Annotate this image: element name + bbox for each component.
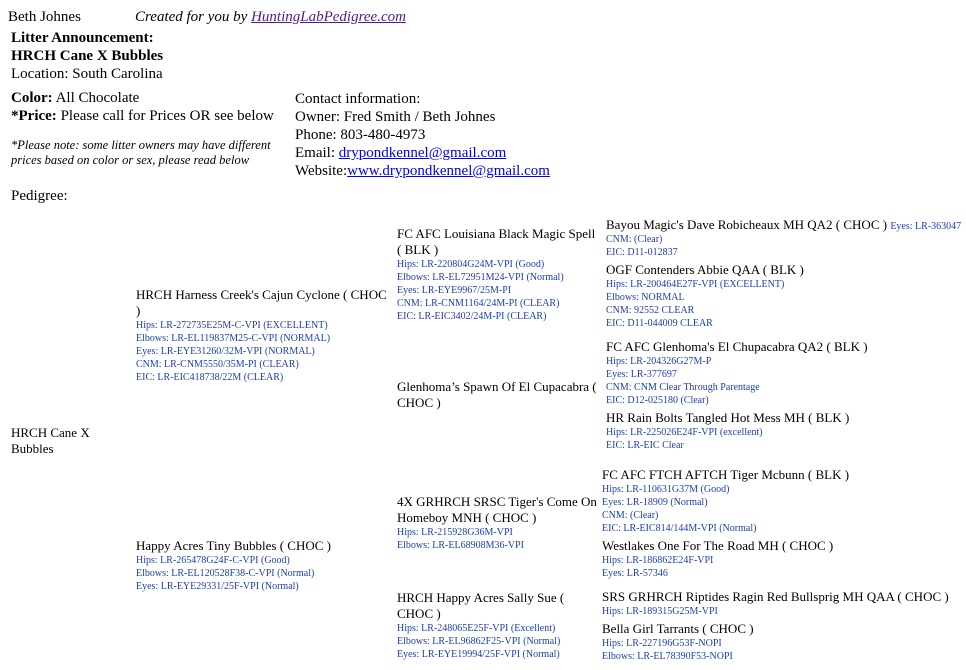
ssd-block <box>606 262 961 330</box>
price-label: *Price: <box>11 108 57 124</box>
detail-line: Hips: LR-227196G53F-NOPI <box>602 638 722 649</box>
color-label: Color: <box>11 90 53 106</box>
detail-line: CNM: CNM Clear Through Parentage <box>606 382 760 393</box>
detail-line: Eyes: LR-377697 <box>606 369 677 380</box>
litter-announcement: Litter Announcement: <box>11 30 154 46</box>
dss-name: FC AFC FTCH AFTCH Tiger Mcbunn ( BLK ) <box>602 467 850 482</box>
dss-details <box>602 483 962 535</box>
dds-details <box>602 605 964 618</box>
owner-name: Beth Johnes <box>8 9 81 25</box>
dam-dam-name: HRCH Happy Acres Sally Sue ( CHOC ) <box>397 590 565 621</box>
sss-block <box>606 217 966 259</box>
ssd-name: OGF Contenders Abbie QAA ( BLK ) <box>606 262 804 277</box>
sdd-name: HR Rain Bolts Tangled Hot Mess MH ( BLK ) <box>606 410 850 425</box>
detail-line: CNM: LR-CNM1164/24M-PI (CLEAR) <box>397 298 560 309</box>
detail-line: Elbows: LR-EL78390F53-NOPI <box>602 651 733 662</box>
detail-line: EIC: LR-EIC3402/24M-PI (CLEAR) <box>397 311 547 322</box>
detail-line: Elbows: LR-EL119837M25-C-VPI (NORMAL) <box>136 333 331 344</box>
website-label: Website: <box>295 163 348 179</box>
contact-phone: Phone: 803-480-4973 <box>295 127 426 143</box>
detail-line: CNM: (Clear) <box>606 234 663 245</box>
sdd-block <box>606 410 961 452</box>
detail-line: EIC: D11-012837 <box>606 247 678 258</box>
dam-sire-details <box>397 526 600 552</box>
sire-dam-block <box>397 379 600 411</box>
dam-name: Happy Acres Tiny Bubbles ( CHOC ) <box>136 538 332 553</box>
litter-title: HRCH Cane X Bubbles <box>11 48 164 64</box>
pedigree-label: Pedigree: <box>11 188 68 204</box>
detail-line: Elbows: LR-EL96862F25-VPI (Normal) <box>397 636 561 647</box>
ddd-block <box>602 621 962 663</box>
sss-name-line <box>606 217 966 233</box>
detail-line: Eyes: LR-18909 (Normal) <box>602 497 708 508</box>
contact-website <box>295 162 550 180</box>
litter-price <box>11 107 274 125</box>
ddd-details <box>602 637 962 663</box>
detail-line: Hips: LR-189315G25M-VPI <box>602 606 718 617</box>
detail-line: CNM: LR-CNM5550/35M-PI (CLEAR) <box>136 359 299 370</box>
created-prefix: Created for you by <box>135 9 248 25</box>
detail-line: Elbows: LR-EL120528F38-C-VPI (Normal) <box>136 568 315 579</box>
litter-color <box>11 89 139 107</box>
detail-line: Eyes: LR-EYE19994/25F-VPI (Normal) <box>397 649 560 660</box>
sire-sire-name: FC AFC Louisiana Black Magic Spell ( BLK ) <box>397 226 596 257</box>
sss-details <box>606 233 966 259</box>
sire-sire-block <box>397 226 600 323</box>
dsd-name: Westlakes One For The Road MH ( CHOC ) <box>602 538 834 553</box>
detail-line: Hips: LR-110631G37M (Good) <box>602 484 730 495</box>
sds-details <box>606 355 961 407</box>
detail-line: EIC: LR-EIC814/144M-VPI (Normal) <box>602 523 757 534</box>
huntinglabpedigree-link[interactable]: HuntingLabPedigree.com <box>251 9 406 25</box>
detail-line: Hips: LR-215928G36M-VPI <box>397 527 513 538</box>
detail-line: EIC: D11-044009 CLEAR <box>606 318 713 329</box>
dam-sire-name: 4X GRHRCH SRSC Tiger's Come On Homeboy MNH ( CHOC ) <box>397 494 597 525</box>
email-link[interactable]: drypondkennel@gmail.com <box>338 145 507 161</box>
email-label: Email: <box>295 145 335 161</box>
dam-block <box>136 538 391 593</box>
detail-line: Elbows: LR-EL68908M36-VPI <box>397 540 524 551</box>
detail-line: Eyes: LR-57346 <box>602 568 668 579</box>
detail-line: CNM: (Clear) <box>602 510 659 521</box>
detail-line: Elbows: NORMAL <box>606 292 685 303</box>
detail-line: Eyes: LR-EYE9967/25M-PI <box>397 285 512 296</box>
sds-block <box>606 339 961 407</box>
sire-name: HRCH Harness Creek's Cajun Cyclone ( CHOC ) <box>136 287 387 318</box>
detail-line: EIC: D12-025180 (Clear) <box>606 395 709 406</box>
price-value: Please call for Prices OR see below <box>60 108 274 124</box>
detail-line: Hips: LR-272735E25M-C-VPI (EXCELLENT) <box>136 320 328 331</box>
sire-details <box>136 319 391 384</box>
contact-heading: Contact information: <box>295 91 421 107</box>
pedigree-subject: HRCH Cane X Bubbles <box>11 425 90 456</box>
litter-location: Location: South Carolina <box>11 66 163 82</box>
detail-line: Hips: LR-265478G24F-C-VPI (Good) <box>136 555 290 566</box>
detail-line: Hips: LR-204326G27M-P <box>606 356 712 367</box>
detail-line: Elbows: LR-EL72951M24-VPI (Normal) <box>397 272 564 283</box>
dam-dam-block <box>397 590 600 661</box>
dam-dam-details <box>397 622 600 661</box>
sdd-details <box>606 426 961 452</box>
contact-email <box>295 144 506 162</box>
detail-line: Hips: LR-248065E25F-VPI (Excellent) <box>397 623 556 634</box>
ssd-details <box>606 278 961 330</box>
dam-details <box>136 554 391 593</box>
sds-name: FC AFC Glenhoma's El Chupacabra QA2 ( BLK ) <box>606 339 868 354</box>
dds-name: SRS GRHRCH Riptides Ragin Red Bullsprig MH QAA ( CHOC ) <box>602 589 949 604</box>
sire-sire-details <box>397 258 600 323</box>
detail-line: Hips: LR-200464E27F-VPI (EXCELLENT) <box>606 279 785 290</box>
detail-line: EIC: LR-EIC Clear <box>606 440 684 451</box>
detail-line: Hips: LR-220804G24M-VPI (Good) <box>397 259 545 270</box>
detail-line: Hips: LR-186862E24F-VPI <box>602 555 714 566</box>
sire-dam-name: Glenhoma’s Spawn Of El Cupacabra ( CHOC ) <box>397 379 597 410</box>
detail-line: Eyes: LR-EYE29331/25F-VPI (Normal) <box>136 581 299 592</box>
dam-sire-block <box>397 494 600 552</box>
created-by <box>135 8 406 26</box>
price-note: *Please note: some litter owners may have different prices based on color or sex, please read below <box>11 138 271 167</box>
detail-line: CNM: 92552 CLEAR <box>606 305 695 316</box>
detail-line: EIC: LR-EIC418738/22M (CLEAR) <box>136 372 284 383</box>
website-link[interactable]: www.drypondkennel@gmail.com <box>347 163 550 179</box>
dds-block <box>602 589 964 618</box>
dss-block <box>602 467 962 535</box>
sss-name: Bayou Magic's Dave Robicheaux MH QA2 ( CHOC ) <box>606 217 888 232</box>
detail-line: Hips: LR-225026E24F-VPI (excellent) <box>606 427 763 438</box>
detail-line: Eyes: LR-EYE31260/32M-VPI (NORMAL) <box>136 346 315 357</box>
dsd-details <box>602 554 962 580</box>
contact-owner: Owner: Fred Smith / Beth Johnes <box>295 109 496 125</box>
ddd-name: Bella Girl Tarrants ( CHOC ) <box>602 621 754 636</box>
dsd-block <box>602 538 962 580</box>
sire-block <box>136 287 391 384</box>
sss-inline-detail: Eyes: LR-363047 <box>890 221 962 232</box>
color-value: All Chocolate <box>55 90 140 106</box>
